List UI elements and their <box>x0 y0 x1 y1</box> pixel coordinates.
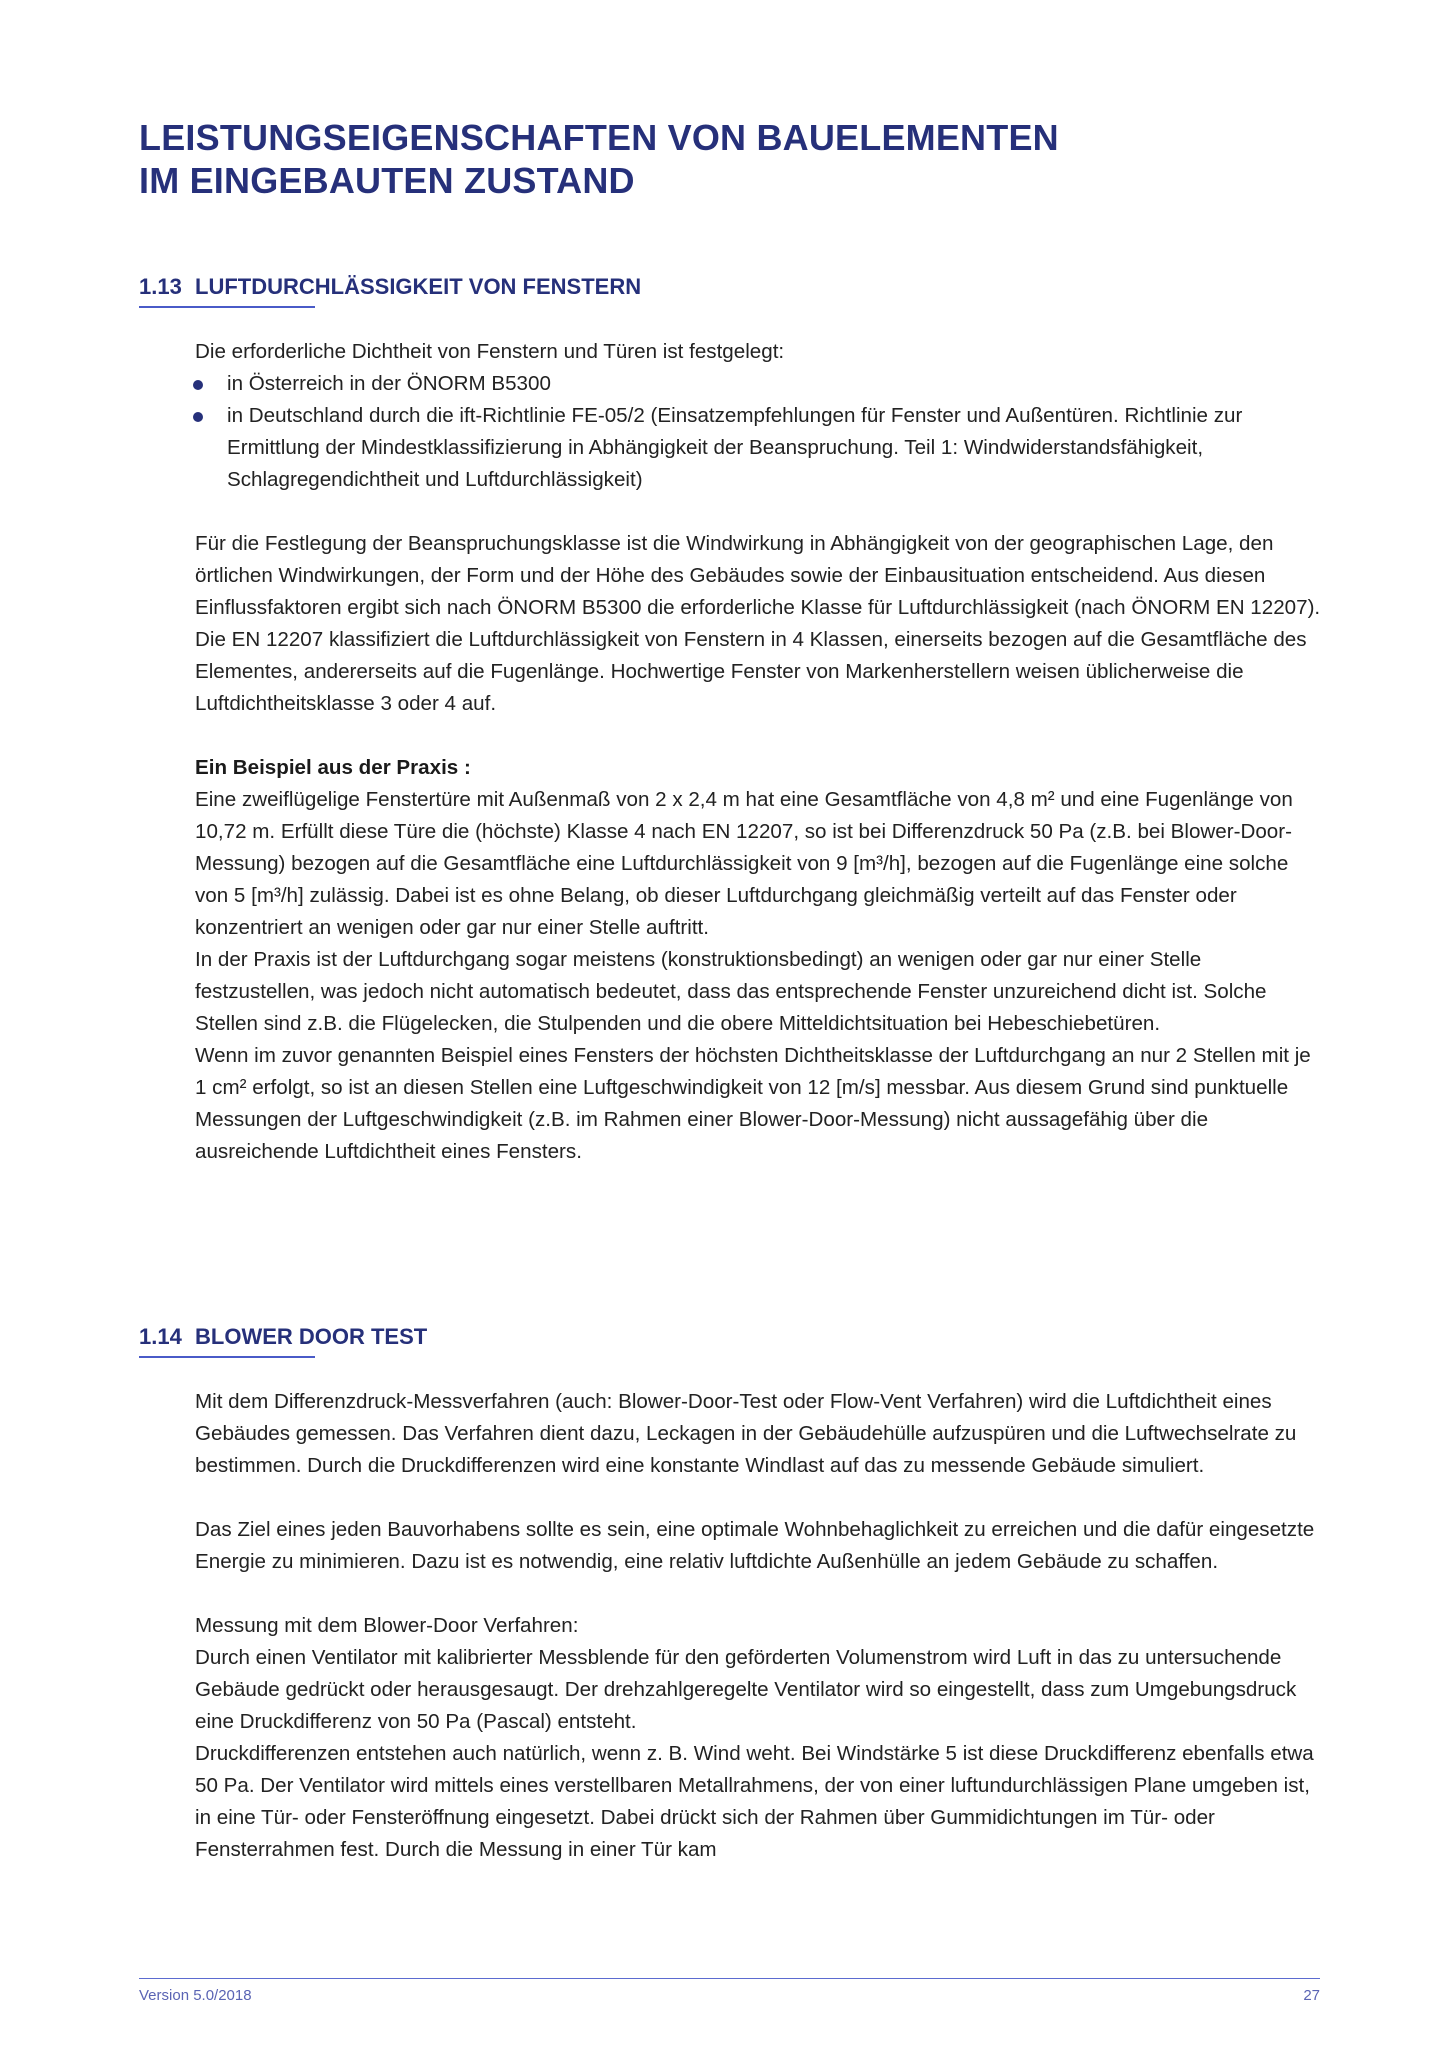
bullet-text: in Österreich in der ÖNORM B5300 <box>227 372 551 395</box>
section-number: 1.14 <box>139 1324 182 1349</box>
paragraph-beanspruchung: Für die Festlegung der Beanspruchungsklasse ist die Windwirkung in Abhängigkeit von der geographischen Lage, den örtlichen Windwirkungen, der Form und der Höhe des Gebäudes sowie der Einbausituation entscheidend. Aus diesen Einflussfaktoren ergibt sich nach ÖNORM B5300 die erforderliche Klasse für Luftdurchlässigkeit (nach ÖNORM EN 12207). Die EN 12207 klassifiziert die Luftdurchlässigkeit von Fenstern in 4 Klassen, einerseits bezogen auf die Gesamtfläche des Elementes, andererseits auf die Fugenlänge. Hochwertige Fenster von Markenherstellern weisen üblicherweise die Luftdichtheitsklasse 3 oder 4 auf. <box>195 532 1321 715</box>
section-body-1-13 <box>195 336 1325 1168</box>
bullet-list <box>195 368 1325 496</box>
section-title: LUFTDURCHLÄSSIGKEIT VON FENSTERN <box>195 274 642 299</box>
section-underline <box>139 1356 315 1358</box>
section-body-1-14 <box>195 1386 1325 1866</box>
paragraph-wenn: Wenn im zuvor genannten Beispiel eines Fensters der höchsten Dichtheitsklasse der Luftdurchgang an nur 2 Stellen mit je 1 cm² erfolgt, so ist an diesen Stellen eine Luftgeschwindigkeit von 12 [m/s] messbar. Aus diesem Grund sind punktuelle Messungen der Luftgeschwindigkeit (z.B. im Rahmen einer Blower-Door-Messung) nicht aussagefähig über die ausreichende Luftdichtheit eines Fensters. <box>195 1044 1311 1163</box>
bullet-item <box>195 400 1325 496</box>
example-label: Ein Beispiel aus der Praxis : <box>195 756 471 779</box>
paragraph-differenzdruck: Mit dem Differenzdruck-Messverfahren (auch: Blower-Door-Test oder Flow-Vent Verfahren) wird die Luftdichtheit eines Gebäudes gemessen. Das Verfahren dient dazu, Leckagen in der Gebäudehülle aufzuspüren und die Luftwechselrate zu bestimmen. Durch die Druckdifferenzen wird eine konstante Windlast auf das zu messende Gebäude simuliert. <box>195 1390 1297 1477</box>
bullet-dot-icon <box>193 412 203 422</box>
page-title-line-2: IM EINGEBAUTEN ZUSTAND <box>139 160 635 201</box>
section-underline <box>139 306 315 308</box>
bullet-dot-icon <box>193 380 203 390</box>
paragraph-druck: Druckdifferenzen entstehen auch natürlich, wenn z. B. Wind weht. Bei Windstärke 5 ist diese Druckdifferenz ebenfalls etwa 50 Pa. Der Ventilator wird mittels eines verstellbaren Metallrahmens, der von einer luftundurchlässigen Plane umgeben ist, in eine Tür- oder Fensteröffnung eingesetzt. Dabei drückt sich der Rahmen über Gummidichtungen im Tür- oder Fensterrahmen fest. Durch die Messung in einer Tür kam <box>195 1742 1314 1861</box>
bullet-item <box>195 368 1325 400</box>
page-number: 27 <box>1303 1987 1320 2004</box>
page-title <box>139 116 1319 202</box>
messung-label: Messung mit dem Blower-Door Verfahren: <box>195 1614 579 1637</box>
page-title-line-1: LEISTUNGSEIGENSCHAFTEN VON BAUELEMENTEN <box>139 117 1059 158</box>
paragraph-messung: Durch einen Ventilator mit kalibrierter Messblende für den geförderten Volumenstrom wird Luft in das zu untersuchende Gebäude gedrückt oder herausgesaugt. Der drehzahlgeregelte Ventilator wird so eingestellt, dass zum Umgebungsdruck eine Druckdifferenz von 50 Pa (Pascal) entsteht. <box>195 1646 1297 1733</box>
footer-divider <box>139 1978 1320 1979</box>
paragraph-ziel: Das Ziel eines jeden Bauvorhabens sollte es sein, eine optimale Wohnbehaglichkeit zu erreichen und die dafür eingesetzte Energie zu minimieren. Dazu ist es notwendig, eine relativ luftdichte Außenhülle an jedem Gebäude zu schaffen. <box>195 1518 1315 1573</box>
paragraph-praxis: In der Praxis ist der Luftdurchgang sogar meistens (konstruktionsbedingt) an wenigen oder gar nur einer Stelle festzustellen, was jedoch nicht automatisch bedeutet, dass das entsprechende Fenster unzureichend dicht ist. Solche Stellen sind z.B. die Flügelecken, die Stulpenden und die obere Mitteldichtsituation bei Hebeschiebetüren. <box>195 948 1267 1035</box>
bullet-text: in Deutschland durch die ift-Richtlinie FE-05/2 (Einsatzempfehlungen für Fenster und Außentüren. Richtlinie zur Ermittlung der Mindestklassifizierung in Abhängigkeit der Beanspruchung. Teil 1: Windwiderstandsfähigkeit, Schlagregendichtheit und Luftdurchlässigkeit) <box>227 404 1243 491</box>
section-heading-1-14 <box>139 1322 427 1352</box>
section-heading-1-13 <box>139 272 641 302</box>
paragraph-example: Eine zweiflügelige Fenstertüre mit Außenmaß von 2 x 2,4 m hat eine Gesamtfläche von 4,8 m² und eine Fugenlänge von 10,72 m. Erfüllt diese Türe die (höchste) Klasse 4 nach EN 12207, so ist bei Differenzdruck 50 Pa (z.B. bei Blower-Door-Messung) bezogen auf die Gesamtfläche eine Luftdurchlässigkeit von 9 [m³/h], bezogen auf die Fugenlänge eine solche von 5 [m³/h] zulässig. Dabei ist es ohne Belang, ob dieser Luftdurchgang gleichmäßig verteilt auf das Fenster oder konzentriert an wenigen oder gar nur einer Stelle auftritt. <box>195 788 1293 939</box>
footer-version: Version 5.0/2018 <box>139 1987 252 2004</box>
intro-text: Die erforderliche Dichtheit von Fenstern und Türen ist festgelegt: <box>195 340 785 363</box>
section-number: 1.13 <box>139 274 182 299</box>
section-title: BLOWER DOOR TEST <box>195 1324 428 1349</box>
